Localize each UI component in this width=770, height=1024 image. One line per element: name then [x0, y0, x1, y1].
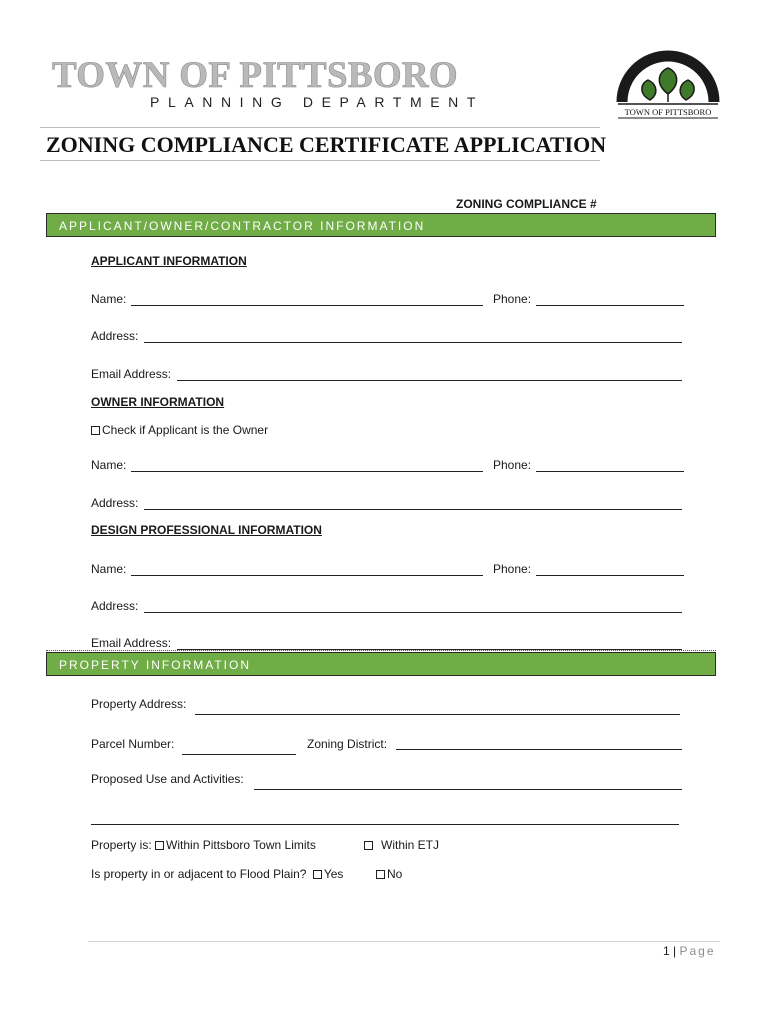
page-number: 1: [663, 944, 670, 958]
parcel-number-field[interactable]: [182, 754, 296, 755]
owner-phone-field[interactable]: [536, 471, 684, 472]
design-email-label: Email Address:: [91, 636, 172, 650]
design-address-label: Address:: [91, 599, 139, 613]
owner-address-label: Address:: [91, 496, 139, 510]
within-etj-row: [364, 838, 439, 852]
within-town-limits-label: Within Pittsboro Town Limits: [166, 838, 316, 852]
applicant-heading: APPLICANT INFORMATION: [91, 254, 247, 268]
page-word: Page: [679, 944, 716, 958]
title-rule-top: [40, 127, 600, 128]
footer-rule: [88, 941, 720, 942]
property-section-bar: [46, 652, 716, 676]
form-title: ZONING COMPLIANCE CERTIFICATE APPLICATION: [46, 132, 607, 157]
applicant-name-label: Name:: [91, 292, 127, 306]
within-etj-checkbox[interactable]: [364, 841, 373, 850]
applicant-phone-label: Phone:: [493, 292, 532, 306]
applicant-section-bar: [46, 213, 716, 237]
property-is-label: Property is:: [91, 838, 152, 852]
flood-plain-no-checkbox[interactable]: [376, 870, 385, 879]
proposed-use-label: Proposed Use and Activities:: [91, 772, 244, 786]
applicant-name-field[interactable]: [131, 305, 483, 306]
department-name: PLANNING DEPARTMENT: [150, 94, 485, 110]
owner-checkbox[interactable]: [91, 426, 100, 435]
owner-checkbox-label: Check if Applicant is the Owner: [102, 423, 269, 437]
title-rule-bottom: [40, 160, 600, 161]
design-professional-heading: DESIGN PROFESSIONAL INFORMATION: [91, 523, 322, 537]
zoning-district-label: Zoning District:: [307, 737, 388, 751]
town-logo: [614, 46, 722, 120]
owner-address-field[interactable]: [144, 509, 682, 510]
design-phone-field[interactable]: [536, 575, 684, 576]
applicant-address-field[interactable]: [144, 342, 682, 343]
applicant-email-field[interactable]: [177, 380, 682, 381]
zoning-compliance-number-label: ZONING COMPLIANCE #: [456, 197, 597, 211]
owner-name-label: Name:: [91, 458, 127, 472]
logo-text: TOWN OF PITTSBORO: [624, 107, 712, 117]
property-is-row: [91, 838, 316, 852]
proposed-use-field-line-2[interactable]: [91, 824, 679, 825]
property-address-field[interactable]: [195, 714, 680, 715]
parcel-number-label: Parcel Number:: [91, 737, 175, 751]
property-address-label: Property Address:: [91, 697, 187, 711]
town-title: TOWN OF PITTSBORO: [52, 55, 459, 96]
flood-plain-label: Is property in or adjacent to Flood Plain?: [91, 867, 307, 881]
within-town-limits-checkbox[interactable]: [155, 841, 164, 850]
owner-name-field[interactable]: [131, 471, 483, 472]
design-name-label: Name:: [91, 562, 127, 576]
proposed-use-field[interactable]: [254, 789, 682, 790]
owner-phone-label: Phone:: [493, 458, 532, 472]
leaf-icon: [659, 68, 676, 94]
applicant-section-title: APPLICANT/OWNER/CONTRACTOR INFORMATION: [59, 219, 426, 233]
flood-plain-no-label: No: [387, 867, 403, 881]
flood-plain-no-row: [376, 867, 402, 881]
flood-plain-row: [91, 867, 343, 881]
applicant-phone-field[interactable]: [536, 305, 684, 306]
design-name-field[interactable]: [131, 575, 483, 576]
flood-plain-yes-checkbox[interactable]: [313, 870, 322, 879]
applicant-email-label: Email Address:: [91, 367, 172, 381]
within-etj-label: Within ETJ: [381, 838, 440, 852]
design-address-field[interactable]: [144, 612, 682, 613]
owner-checkbox-row[interactable]: [91, 423, 268, 437]
page-footer: [663, 944, 716, 958]
design-phone-label: Phone:: [493, 562, 532, 576]
owner-heading: OWNER INFORMATION: [91, 395, 225, 409]
page-break-divider: [46, 650, 716, 651]
flood-plain-yes-label: Yes: [323, 867, 344, 881]
leaf-icon: [642, 80, 656, 100]
leaf-icon: [680, 80, 694, 100]
property-section-title: PROPERTY INFORMATION: [59, 658, 252, 672]
page-separator: |: [673, 944, 677, 958]
applicant-address-label: Address:: [91, 329, 139, 343]
zoning-district-field[interactable]: [396, 749, 682, 750]
